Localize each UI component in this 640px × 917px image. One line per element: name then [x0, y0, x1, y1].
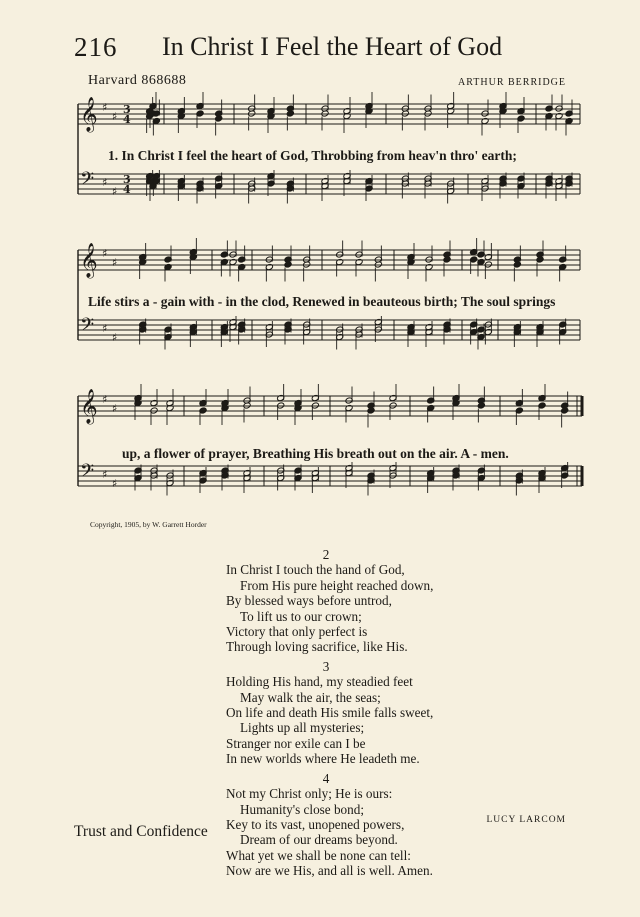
stanza-line: Key to its vast, unopened powers,: [226, 816, 405, 832]
lyric-line-2: Life stirs a - gain with - in the clod, Renewed in beauteous birth; The soul springs: [88, 294, 556, 309]
stanza-line: Humanity's close bond;: [240, 801, 364, 817]
time-signature-bottom: 4: [123, 113, 131, 126]
stanza-line: By blessed ways before untrod,: [226, 593, 392, 609]
sharp-sign: ♯: [112, 256, 118, 269]
time-signature-bottom: 4: [123, 183, 131, 196]
stanza-line: Lights up all mysteries;: [240, 720, 365, 736]
sharp-sign: ♯: [102, 101, 108, 114]
stanza-number: 2: [322, 547, 330, 562]
treble-clef: 𝄞: [80, 97, 98, 132]
stanza-line: In new worlds where He leadeth me.: [226, 751, 420, 767]
additional-stanzas: [226, 543, 546, 879]
stanza-line: Stranger nor exile can I be: [226, 735, 366, 751]
time-signature-top: 3: [123, 173, 131, 186]
treble-clef: 𝄞: [80, 243, 98, 278]
stanza-line: To lift us to our crown;: [240, 608, 362, 624]
sharp-sign: ♯: [102, 247, 108, 260]
treble-clef: 𝄞: [80, 389, 98, 424]
music-system-3: [0, 382, 640, 512]
section-heading: Trust and Confidence: [74, 823, 208, 840]
stanza-line: Dream of our dreams beyond.: [240, 832, 398, 848]
bass-clef: 𝄢: [80, 169, 95, 194]
sharp-sign: ♯: [102, 468, 108, 481]
hymn-number: 216: [74, 32, 118, 62]
stanza-number: 4: [322, 770, 330, 786]
stanza-line: Now are we His, and all is well. Amen.: [226, 863, 433, 879]
stanza-line: What yet we shall be none can tell:: [226, 847, 411, 863]
stanza-line: In Christ I touch the hand of God,: [226, 562, 405, 578]
composer-credit: ARTHUR BERRIDGE: [457, 77, 566, 88]
author-credit: LUCY LARCOM: [486, 815, 566, 825]
sharp-sign: ♯: [102, 393, 108, 406]
sharp-sign: ♯: [112, 402, 118, 415]
sharp-sign: ♯: [102, 322, 108, 335]
sharp-sign: ♯: [112, 110, 118, 123]
lyric-line-1: 1. In Christ I feel the heart of God, Throbbing from heav'n thro' earth;: [108, 148, 517, 163]
time-signature-top: 3: [123, 103, 131, 116]
sharp-sign: ♯: [102, 176, 108, 189]
tune-name: Harvard 868688: [88, 73, 187, 88]
copyright-notice: Copyright, 1905, by W. Garrett Horder: [90, 520, 207, 529]
sharp-sign: ♯: [112, 185, 118, 198]
stanza-line: From His pure height reached down,: [240, 577, 434, 593]
stanza-line: Through loving sacrifice, like His.: [226, 639, 408, 655]
bass-clef: 𝄢: [80, 315, 95, 340]
stanza-line: Not my Christ only; He is ours:: [226, 786, 393, 802]
sharp-sign: ♯: [112, 331, 118, 344]
stanza-line: May walk the air, the seas;: [240, 689, 381, 705]
music-system-1: [0, 90, 640, 220]
lyric-line-3: up, a flower of prayer, Breathing His breath out on the air. A - men.: [122, 446, 509, 461]
music-system-2: [0, 236, 640, 366]
hymn-title: In Christ I Feel the Heart of God: [162, 32, 503, 61]
stanza-line: Victory that only perfect is: [226, 624, 368, 640]
stanza-line: On life and death His smile falls sweet,: [226, 705, 434, 721]
stanza-line: Holding His hand, my steadied feet: [226, 674, 413, 690]
sharp-sign: ♯: [112, 477, 118, 490]
stanza-number: 3: [322, 658, 330, 674]
bass-clef: 𝄢: [80, 461, 95, 486]
